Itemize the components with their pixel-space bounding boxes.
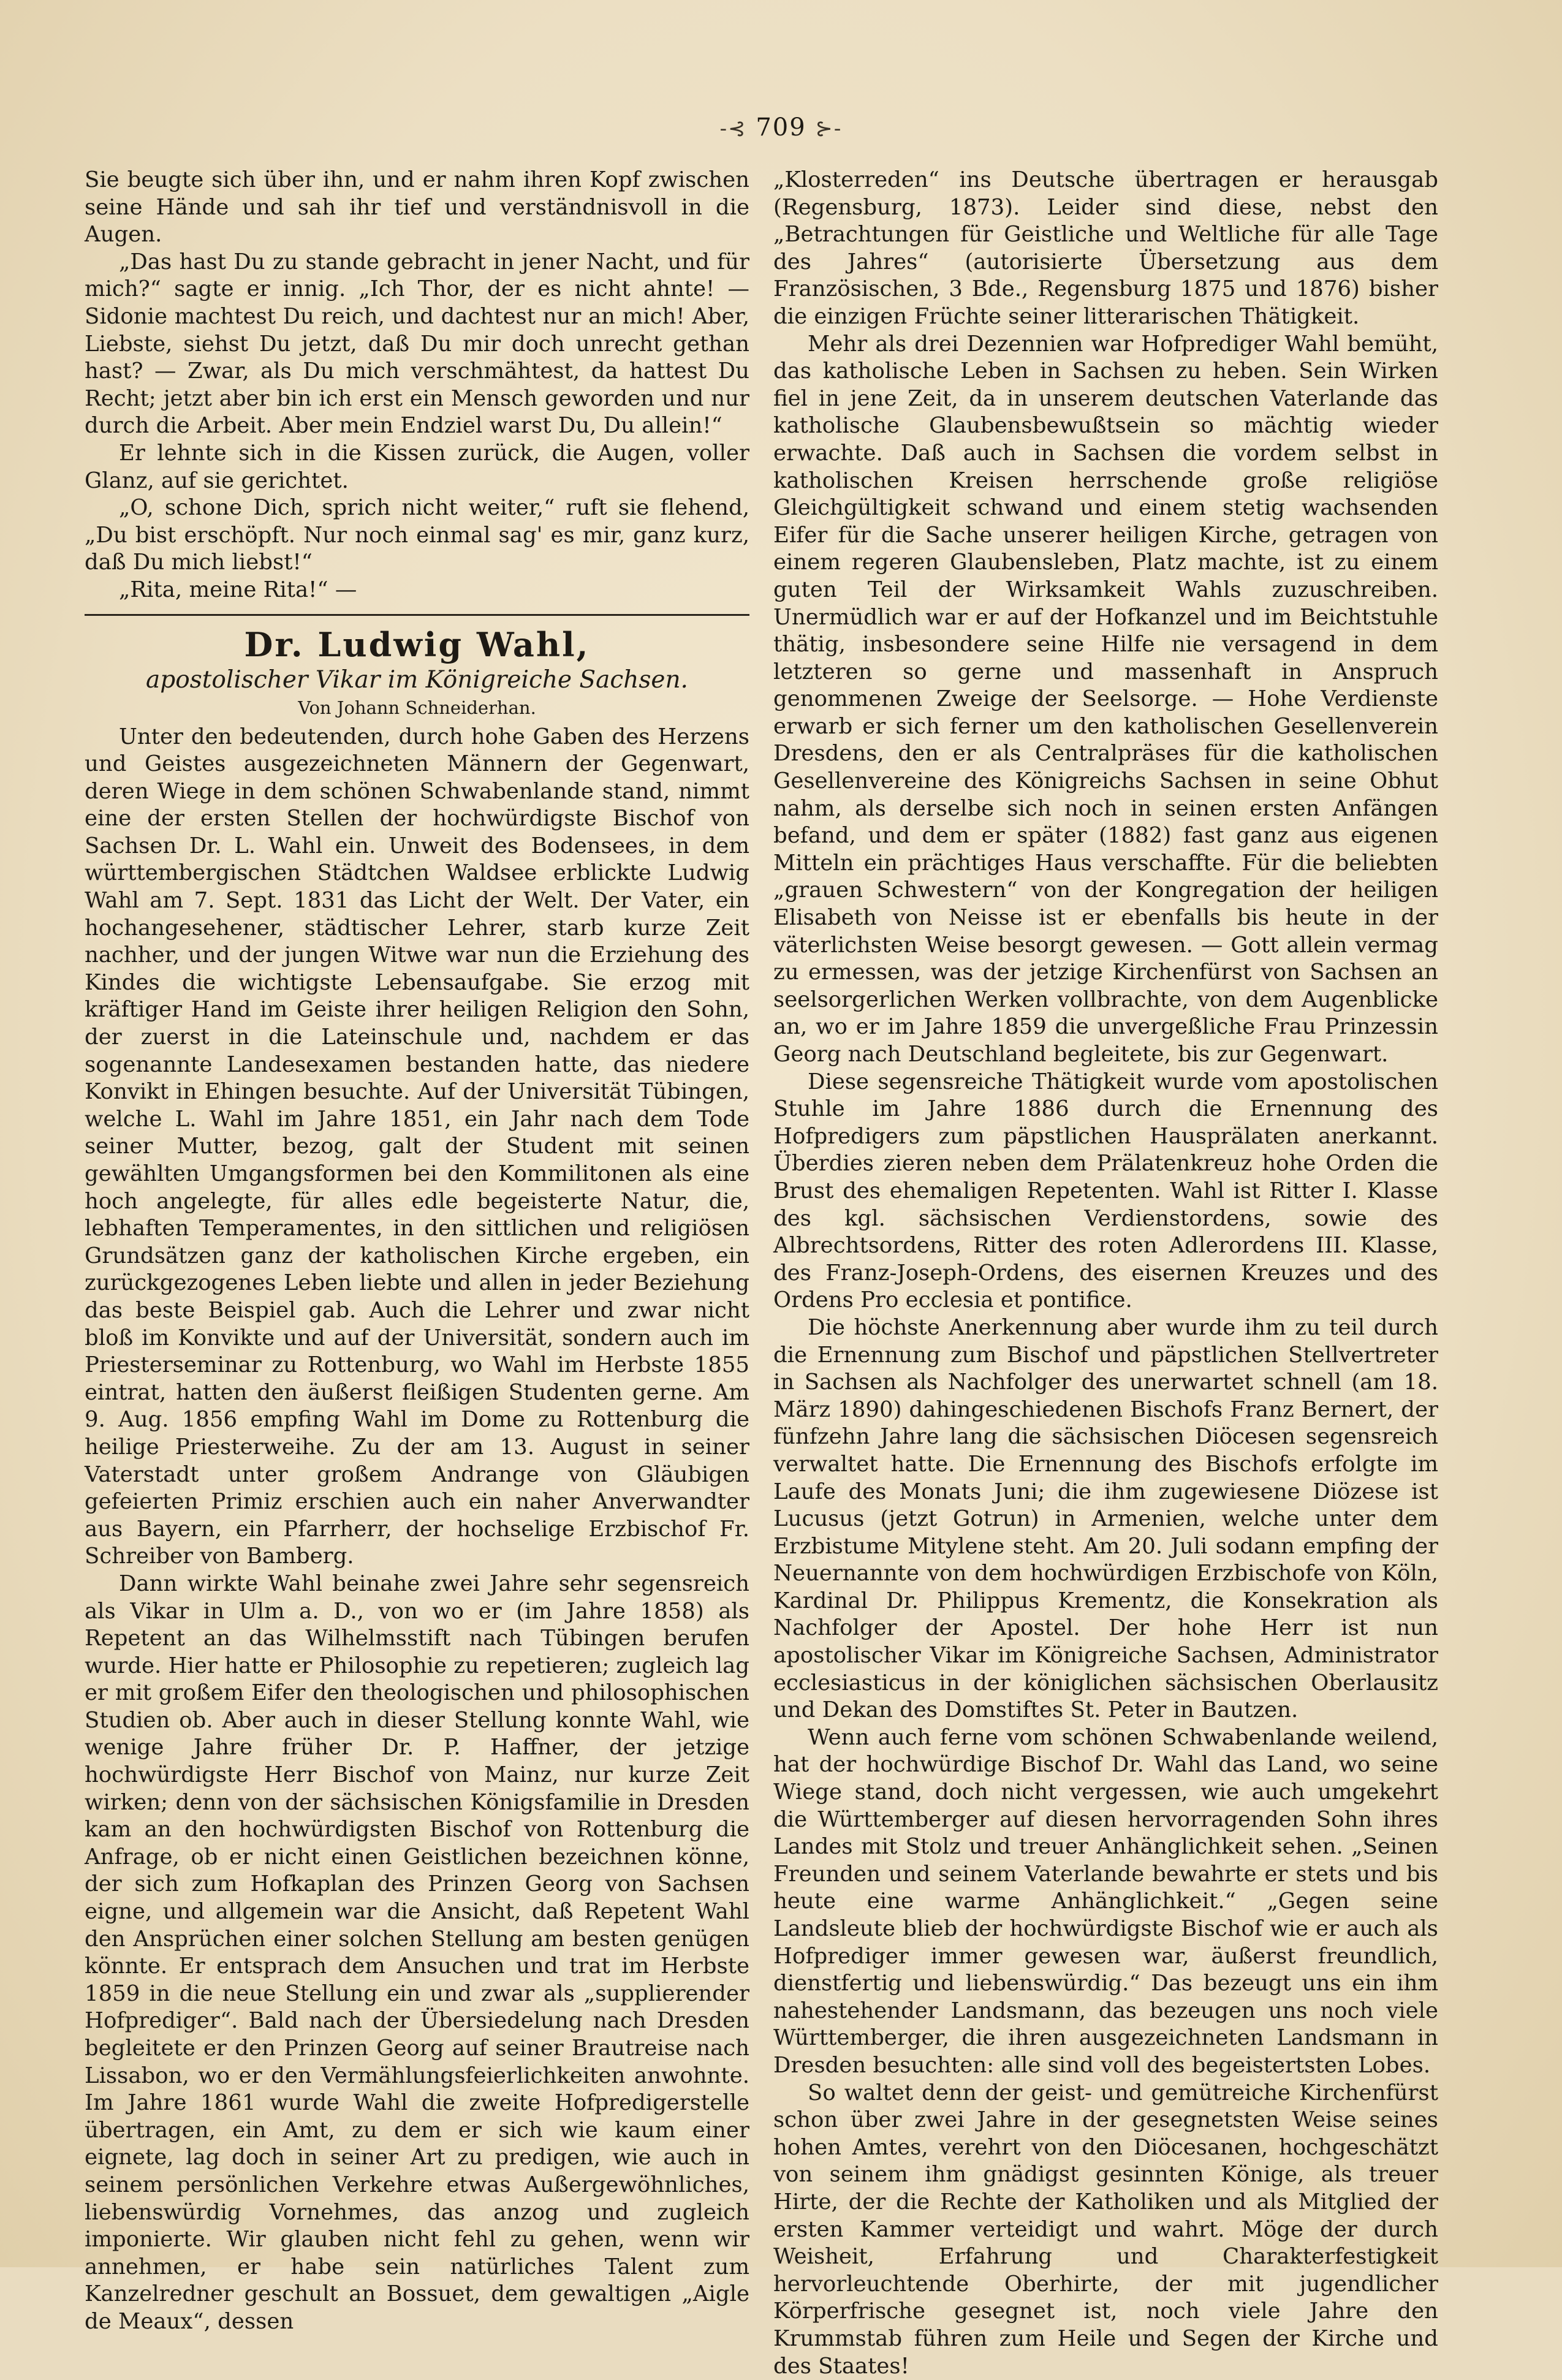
story-paragraph: Sie beugte sich über ihn, und er nahm ihren Kopf zwischen seine Hände und sah ihr tief und verständnisvoll in die Augen. <box>85 167 749 248</box>
story-ending <box>85 167 749 604</box>
article-subtitle: apostolischer Vikar im Königreiche Sachsen. <box>146 665 688 694</box>
article-paragraph: Diese segensreiche Thätigkeit wurde vom apostolischen Stuhle im Jahre 1886 durch die Ernennung des Hofpredigers zum päpstlichen Hausprälaten anerkannt. Überdies zieren neben dem Prälatenkreuz hohe Orden die Brust des ehemaligen Repetenten. Wahl ist Ritter I. Klasse des kgl. sächsischen Verdienstordens, sowie des Albrechtsordens, Ritter des roten Adlerordens III. Klasse, des Franz-Joseph-Ordens, des eisernen Kreuzes und des Ordens Pro ecclesia et pontifice. <box>773 1069 1438 1313</box>
article-paragraph: Wenn auch ferne vom schönen Schwabenlande weilend, hat der hochwürdige Bischof Dr. Wahl das Land, wo seine Wiege stand, doch nicht vergessen, wie auch umgekehrt die Württemberger auf diesen hervorragenden Sohn ihres Landes mit Stolz und treuer Anhänglichkeit sehen. „Seinen Freunden und seinem Vaterlande bewahrte er stets und bis heute eine warme Anhänglichkeit.“ „Gegen seine Landsleute blieb der hochwürdigste Bischof wie er auch als Hofprediger immer gewesen war, äußerst freundlich, dienstfertig und liebenswürdig.“ Das bezeugt uns ein ihm nahestehender Landsmann, das bezeugen uns noch viele Württemberger, die ihren ausgezeichneten Landsmann in Dresden besuchten: alle sind voll des begeistertsten Lobes. <box>773 1724 1438 2078</box>
story-paragraph: „Das hast Du zu stande gebracht in jener Nacht, und für mich?“ sagte er innig. „Ich Thor, der es nicht ahnte! — Sidonie machtest Du reich, und dachtest nur an mich! Aber, Liebste, siehst Du jetzt, daß Du mir doch unrecht gethan hast? — Zwar, als Du mich verschmähtest, da hattest Du Recht; jetzt aber bin ich erst ein Mensch geworden und nur durch die Arbeit. Aber mein Endziel warst Du, Du allein!“ <box>85 249 749 439</box>
article-paragraph: So waltet denn der geist- und gemütreiche Kirchenfürst schon über zwei Jahre in der gesegnetsten Weise seines hohen Amtes, verehrt von den Diöcesanen, hochgeschätzt von seinem ihm gnädigst gesinnten Könige, als treuer Hirte, der die Rechte der Katholiken und als Mitglied der ersten Kammer verteidigt und wahrt. Möge der durch Weisheit, Erfahrung und Charakterfestigkeit hervorleuchtende Oberhirte, der mit jugendlicher Körperfrische gesegnet ist, noch viele Jahre den Krummstab führen zum Heile und Segen der Kirche und des Staates! <box>773 2080 1438 2379</box>
ornament-left: -⊰ <box>719 116 747 141</box>
story-paragraph: „O, schone Dich, sprich nicht weiter,“ ruft sie flehend, „Du bist erschöpft. Nur noch einmal sag' es mir, ganz kurz, daß Du mich liebst!“ <box>85 495 749 575</box>
article-paragraph: Dann wirkte Wahl beinahe zwei Jahre sehr segensreich als Vikar in Ulm a. D., von wo er (im Jahre 1858) als Repetent an das Wilhelmsstift nach Tübingen berufen wurde. Hier hatte er Philosophie zu repetieren; zugleich lag er mit großem Eifer den theologischen und philosophischen Studien ob. Aber auch in dieser Stellung konnte Wahl, wie wenige Jahre früher Dr. P. Haffner, der jetzige hochwürdigste Herr Bischof von Mainz, nur kurze Zeit wirken; denn von der sächsischen Königsfamilie in Dresden kam an den hochwürdigsten Bischof von Rottenburg die Anfrage, ob er nicht einen Geistlichen bezeichnen könne, der sich zum Hofkaplan des Prinzen Georg von Sachsen eigne, und allgemein war die Ansicht, daß Repetent Wahl den Ansprüchen einer solchen Stellung am besten genügen könnte. Er entsprach dem Ansuchen und trat im Herbste 1859 in die neue Stellung ein und zwar als „supplierender Hofprediger“. Bald nach der Übersiedelung nach Dresden begleitete er den Prinzen Georg auf seiner Brautreise nach Lissabon, wo er den Vermählungsfeierlichkeiten anwohnte. Im Jahre 1861 wurde Wahl die zweite Hofpredigerstelle übertragen, ein Amt, zu dem er sich wie kaum einer eignete, lag doch in seiner Art zu predigen, wie auch in seinem persönlichen Verkehre etwas Außergewöhnliches, liebenswürdig Vornehmes, das anzog und zugleich imponierte. Wir glauben nicht fehl zu gehen, wenn wir annehmen, er habe sein natürliches Talent zum Kanzelredner geschult an Bossuet, dem gewaltigen „Aigle de Meaux“, dessen <box>85 1571 749 2334</box>
ornament-right: ⊱- <box>815 116 843 141</box>
page-number-header <box>0 113 1562 142</box>
article-paragraph: Unter den bedeutenden, durch hohe Gaben des Herzens und Geistes ausgezeichneten Männern der Gegenwart, deren Wiege in dem schönen Schwabenlande stand, nimmt eine der ersten Stellen der hochwürdigste Bischof von Sachsen Dr. L. Wahl ein. Unweit des Bodensees, in dem württembergischen Städtchen Waldsee erblickte Ludwig Wahl am 7. Sept. 1831 das Licht der Welt. Der Vater, ein hochangesehener, städtischer Lehrer, starb kurze Zeit nachher, und der jungen Witwe war nun die Erziehung des Kindes die wichtigste Lebensaufgabe. Sie erzog mit kräftiger Hand im Geiste ihrer heiligen Religion den Sohn, der zuerst in die Lateinschule und, nachdem er das sogenannte Landesexamen bestanden hatte, das niedere Konvikt in Ehingen besuchte. Auf der Universität Tübingen, welche L. Wahl im Jahre 1851, ein Jahr nach dem Tode seiner Mutter, bezog, galt der Student mit seinen gewählten Umgangsformen bei den Kommilitonen als eine hoch angelegte, für alles edle begeisterte Natur, die, lebhaften Temperamentes, in den sittlichen und religiösen Grundsätzen ganz der katholischen Kirche ergeben, ein zurückgezogenes Leben liebte und allen in jeder Beziehung das beste Beispiel gab. Auch die Lehrer und zwar nicht bloß im Konvikte und auf der Universität, sondern auch im Priesterseminar zu Rottenburg, wo Wahl im Herbste 1855 eintrat, hatten den äußerst fleißigen Studenten gerne. Am 9. Aug. 1856 empfing Wahl im Dome zu Rottenburg die heilige Priesterweihe. Zu der am 13. August in seiner Vaterstadt unter großem Andrange von Gläubigen gefeierten Primiz erschien auch ein naher Anverwandter aus Bayern, ein Pfarrherr, der hochselige Erzbischof Fr. Schreiber von Bamberg. <box>85 724 749 1569</box>
left-column <box>85 167 749 2336</box>
article-title: Dr. Ludwig Wahl, <box>244 624 590 664</box>
section-divider <box>85 614 749 616</box>
page-number: 709 <box>756 113 806 142</box>
article-paragraph: Mehr als drei Dezennien war Hofprediger Wahl bemüht, das katholische Leben in Sachsen zu heben. Sein Wirken fiel in jene Zeit, da in unserem deutschen Vaterlande das katholische Glaubensbewußtsein so mächtig wieder erwachte. Daß auch in Sachsen die vordem selbst in katholischen Kreisen herrschende große religiöse Gleichgültigkeit schwand und einem stetig wachsenden Eifer für die Sache unserer heiligen Kirche, getragen von einem regeren Glaubensleben, Platz machte, ist zu einem guten Teil der Wirksamkeit Wahls zuzuschreiben. Unermüdlich war er auf der Hofkanzel und im Beichtstuhle thätig, insbesondere seine Hilfe nie versagend in dem letzteren so gerne und massenhaft in Anspruch genommenen Zweige der Seelsorge. — Hohe Verdienste erwarb er sich ferner um den katholischen Gesellenverein Dresdens, den er als Centralpräses für die katholischen Gesellenvereine des Königreichs Sachsen in seine Obhut nahm, als derselbe sich noch in seinen ersten Anfängen befand, und dem er später (1882) fast ganz aus eigenen Mitteln ein prächtiges Haus verschaffte. Für die beliebten „grauen Schwestern“ von der Kongregation der heiligen Elisabeth von Neisse ist er ebenfalls bis heute in der väterlichsten Weise besorgt gewesen. — Gott allein vermag zu ermessen, was der jetzige Kirchenfürst von Sachsen an seelsorgerlichen Werken vollbrachte, von dem Augenblicke an, wo er im Jahre 1859 die unvergeßliche Frau Prinzessin Georg nach Deutschland begleitete, bis zur Gegenwart. <box>773 331 1438 1067</box>
right-column <box>773 167 1438 2380</box>
article-paragraph: „Klosterreden“ ins Deutsche übertragen er herausgab (Regensburg, 1873). Leider sind diese, nebst den „Betrachtungen für Geistliche und Weltliche für alle Tage des Jahres“ (autorisierte Übersetzung aus dem Französischen, 3 Bde., Regensburg 1875 und 1876) bisher die einzigen Früchte seiner litterarischen Thätigkeit. <box>773 167 1438 329</box>
story-paragraph: Er lehnte sich in die Kissen zurück, die Augen, voller Glanz, auf sie gerichtet. <box>85 440 749 493</box>
story-paragraph: „Rita, meine Rita!“ — <box>119 577 357 602</box>
article-byline: Von Johann Schneiderhan. <box>298 697 536 718</box>
article-paragraph: Die höchste Anerkennung aber wurde ihm zu teil durch die Ernennung zum Bischof und päpstlichen Stellvertreter in Sachsen als Nachfolger des unerwartet schnell (am 18. März 1890) dahingeschiedenen Bischofs Franz Bernert, der fünfzehn Jahre lang die sächsischen Diöcesen segensreich verwaltet hatte. Die Ernennung des Bischofs erfolgte im Laufe des Monats Juni; die ihm zugewiesene Diözese ist Lucusus (jetzt Gotrun) in Armenien, welche unter dem Erzbistume Mitylene steht. Am 20. Juli sodann empfing der Neuernannte von dem hochwürdigen Erzbischofe von Köln, Kardinal Dr. Philippus Krementz, die Konsekration als Nachfolger der Apostel. Der hohe Herr ist nun apostolischer Vikar im Königreiche Sachsen, Administrator ecclesiasticus in der königlichen sächsischen Oberlausitz und Dekan des Domstiftes St. Peter in Bautzen. <box>773 1314 1438 1723</box>
